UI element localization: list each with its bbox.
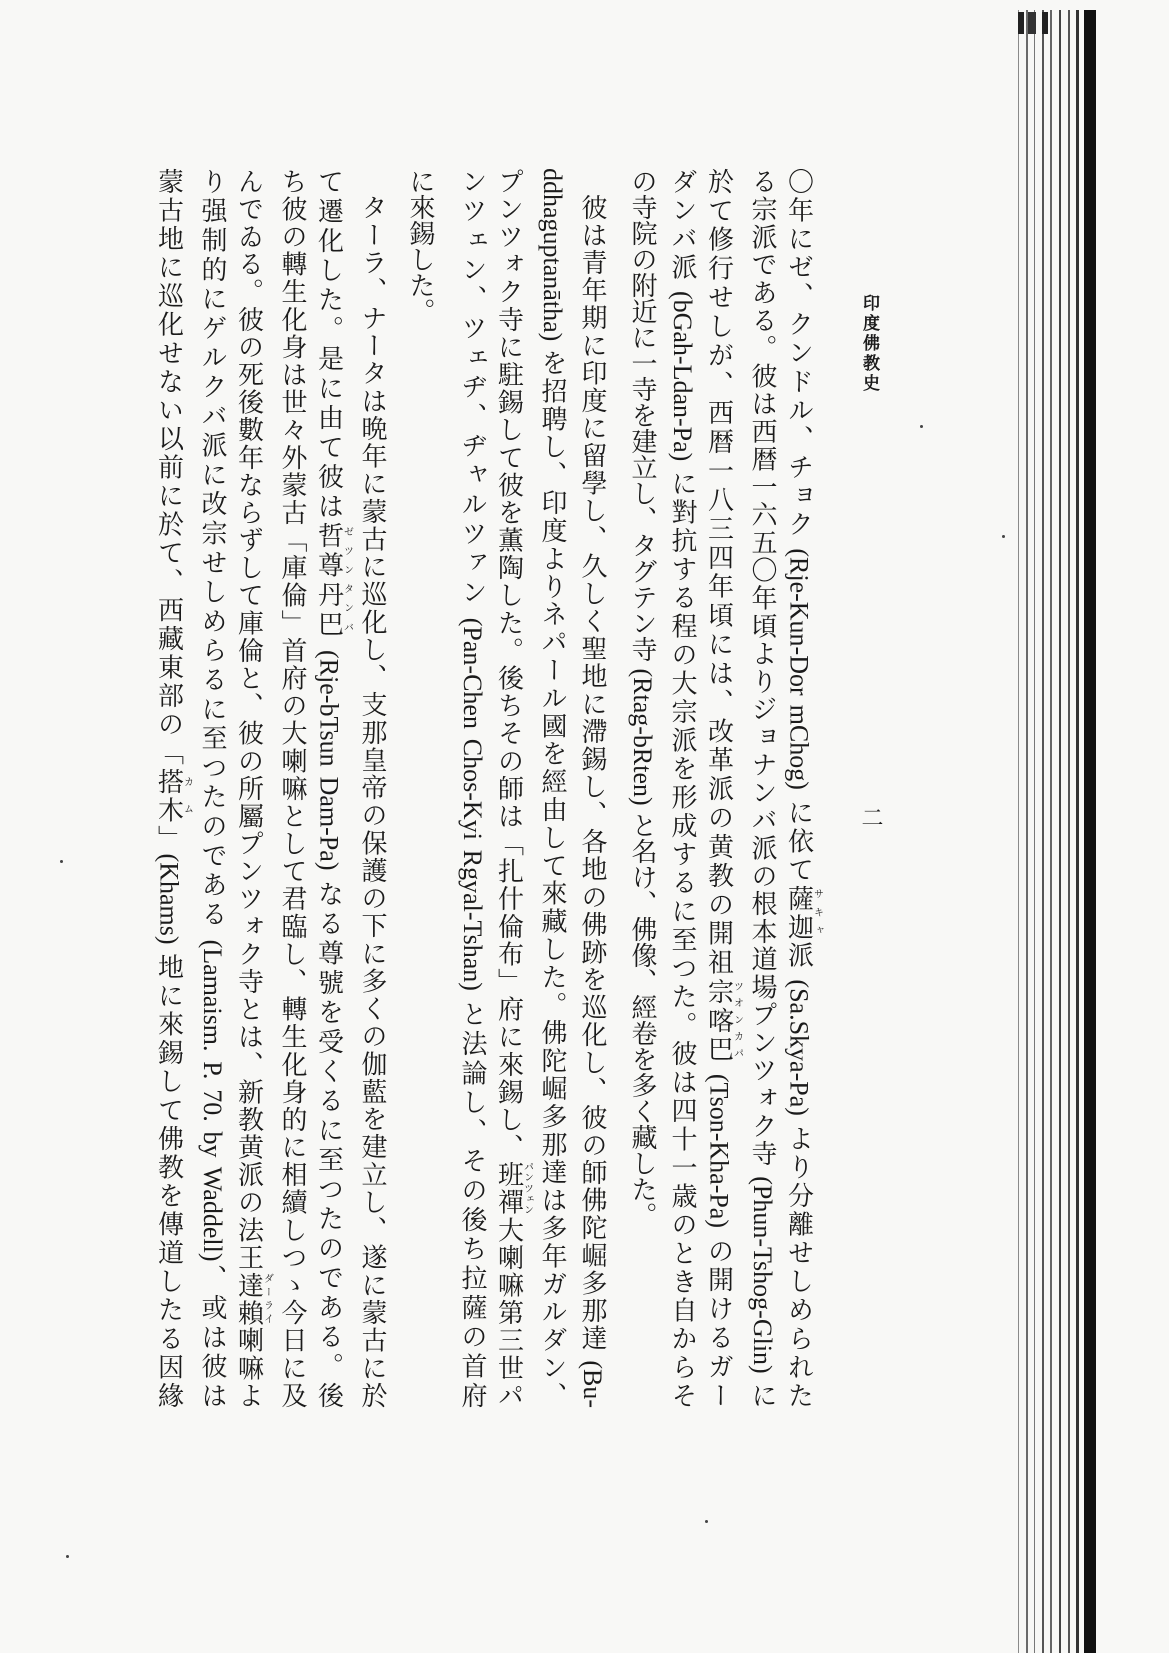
text-run: (Rje-bTsun Dam-Pa) なる尊號を受くるに至つたのである。後 xyxy=(314,640,344,1409)
text-run: プンツォク寺に駐錫して彼を薫陶した。後ちその師は「扎什倫布」府に來錫し、 xyxy=(494,168,524,1162)
text-column xyxy=(742,168,782,1408)
text-run: ddhaguptanātha) を招聘し、印度よりネパール國を經由して來藏した。佛陀崛多那達は多年ガルダン、 xyxy=(538,168,567,1408)
ruby-term xyxy=(784,884,823,942)
text-run: (Tson-Kha-Pa) の開けるガー xyxy=(704,1064,734,1409)
ruby-reading: サキャ xyxy=(811,884,823,940)
text-column xyxy=(662,168,702,1408)
text-run: 派 (Sa.Skya-Pa) より分離せしめられた xyxy=(784,941,814,1408)
text-run: んでゐる。彼の死後數年ならずして庫倫と、彼の所屬プンツォク寺とは、新教黄派の法王 xyxy=(234,168,264,1272)
ruby-reading: ダーライ xyxy=(261,1271,273,1326)
book-binding-edge xyxy=(1012,10,1100,1653)
running-header: 印度佛教史 xyxy=(860,294,879,394)
text-column xyxy=(400,168,440,1408)
text-column xyxy=(192,168,232,1408)
scan-speck xyxy=(705,1520,708,1523)
scan-speck xyxy=(1002,535,1005,538)
ruby-term xyxy=(494,1161,533,1217)
text-column xyxy=(452,168,492,1408)
ruby-base: 搭木 xyxy=(154,767,184,825)
ruby-term xyxy=(704,977,743,1065)
scan-speck xyxy=(920,425,923,428)
text-run: 於て修行せしが、西暦一八三四年頃には、改革派の黄教の開祖 xyxy=(704,168,734,978)
text-run: て遷化した。是に由て彼は xyxy=(314,168,344,523)
ruby-base: 哲尊丹巴 xyxy=(314,522,344,641)
text-run: 蒙古地に巡化せない以前に於て、西藏東部の「 xyxy=(154,168,184,768)
ruby-term xyxy=(154,767,193,825)
text-run: の寺院の附近に一寺を建立し、タグテン寺 (Rtag-bRten) と名け、佛像、經卷を多く藏した。 xyxy=(628,168,657,1229)
ruby-reading: カム xyxy=(181,767,193,823)
text-column xyxy=(352,168,392,1408)
text-column xyxy=(532,168,572,1408)
text-run: ンツェン、ツェヂ、ヂャルツァン (Pan-Chen Chos-Kyi Rgyal-Tshan) と法論し、その後ち拉薩の首府 xyxy=(458,168,487,1408)
ruby-base: 薩迦 xyxy=(784,884,814,942)
text-run: 彼は青年期に印度に留學し、久しく聖地に滯錫し、各地の佛跡を巡化し、彼の師佛陀崛多那達 (Bu- xyxy=(578,194,607,1408)
text-run: る宗派である。彼は西暦一六五〇年頃よりジョナンバ派の根本道場プンツォク寺 (Phun-Tshog-Glin) に xyxy=(748,168,777,1408)
text-run: ダンバ派 (bGah-Ldan-Pa) に對抗する程の大宗派を形成するに至つた。彼は四十一歳のとき自からそ xyxy=(668,168,697,1408)
scan-speck xyxy=(66,1555,69,1558)
text-run: り强制的にゲルクバ派に改宗せしめらるに至つたのである (Lamaism. P. 70. by Waddell)、或は彼は xyxy=(198,168,227,1408)
text-column xyxy=(492,168,532,1408)
text-column xyxy=(572,168,612,1408)
scan-speck xyxy=(60,860,63,863)
text-column xyxy=(272,168,312,1408)
ruby-base: 班禪 xyxy=(494,1161,524,1217)
ruby-term xyxy=(234,1271,273,1327)
ruby-reading: ツオンカパ xyxy=(731,977,743,1062)
text-column xyxy=(782,168,822,1408)
text-run: 喇嘛よ xyxy=(234,1326,264,1409)
text-run: 大喇嘛第三世パ xyxy=(494,1216,524,1409)
text-body xyxy=(152,168,822,1408)
binding-shadow xyxy=(1018,12,1058,34)
text-run: 〇年にゼ、クンドル、チョク (Rje-Kun-Dor mChog) に依て xyxy=(784,168,814,885)
ruby-term xyxy=(314,522,353,641)
text-column xyxy=(622,168,662,1408)
text-run: ターラ、ナータは晩年に蒙古に巡化し、支那皇帝の保護の下に多くの伽藍を建立し、遂に蒙古に於 xyxy=(358,194,387,1408)
ruby-base: 達賴 xyxy=(234,1271,264,1327)
text-run: ち彼の轉生化身は世々外蒙古「庫倫」首府の大喇嘛として君臨し、轉生化身的に相續しつゝ今日に及 xyxy=(278,168,307,1408)
text-column xyxy=(232,168,272,1408)
ruby-base: 宗喀巴 xyxy=(704,977,734,1065)
ruby-reading: ゼツンタンバ xyxy=(341,522,353,637)
text-column xyxy=(312,168,352,1408)
page-number: 二 xyxy=(859,806,884,828)
text-run: 」(Khams) 地に來錫して佛教を傳道したる因緣 xyxy=(154,824,184,1409)
text-run: に來錫した。 xyxy=(406,168,435,324)
ruby-reading: パンツェン xyxy=(521,1161,533,1215)
text-column xyxy=(152,168,192,1408)
text-column xyxy=(702,168,742,1408)
